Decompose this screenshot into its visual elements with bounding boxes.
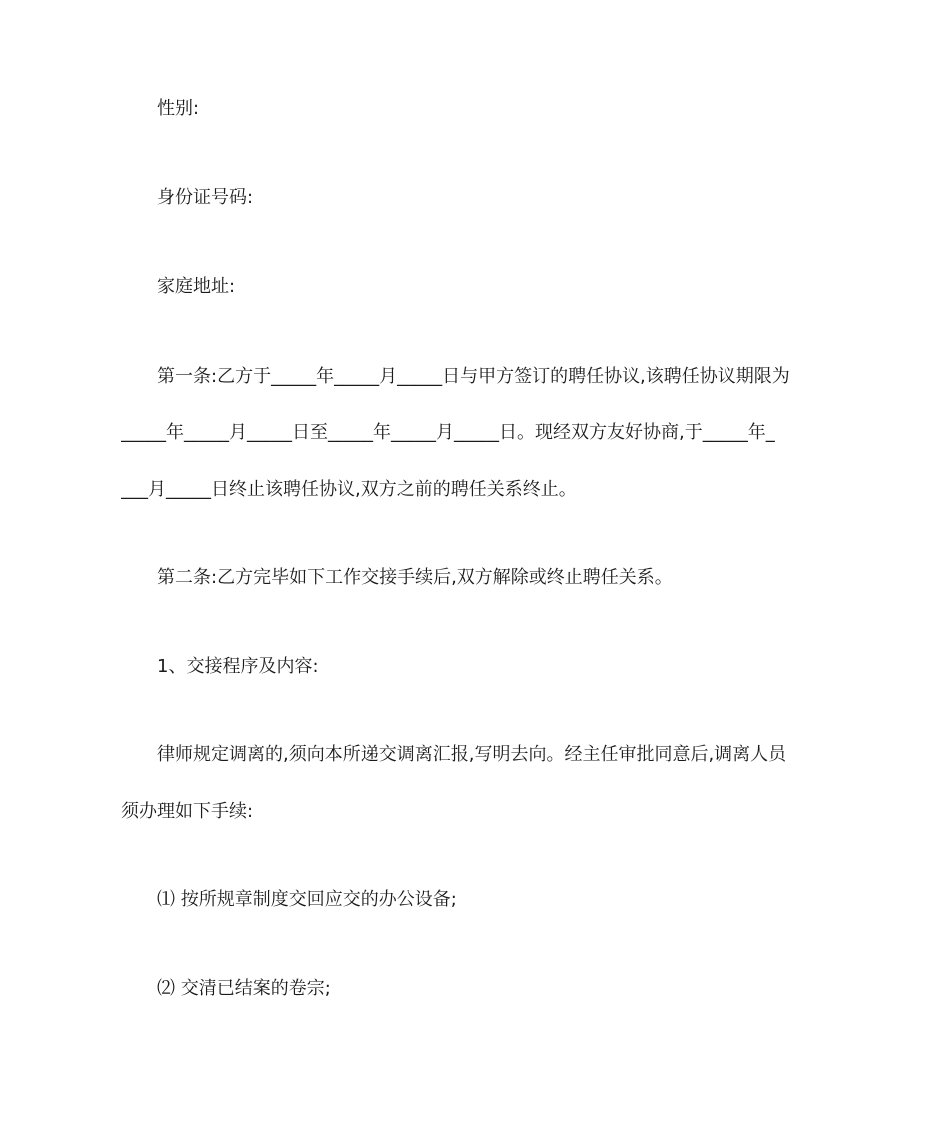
- section-handover-title: 1、交接程序及内容:: [157, 656, 319, 677]
- paragraph-transfer-line-1: 律师规定调离的,须向本所递交调离汇报,写明去向。经主任审批同意后,调离人员: [157, 744, 787, 765]
- article-one-line-3: ___月_____日终止该聘任协议,双方之前的聘任关系终止。: [121, 479, 577, 500]
- article-one-line-1: 第一条:乙方于_____年_____月_____日与甲方签订的聘任协议,该聘任协议期限为: [157, 366, 790, 387]
- field-home-address: 家庭地址:: [157, 276, 236, 297]
- paragraph-transfer-line-2: 须办理如下手续:: [121, 801, 254, 822]
- list-item-2: ⑵ 交清已结案的卷宗;: [157, 978, 331, 999]
- field-id-number: 身份证号码:: [157, 187, 254, 208]
- article-one-line-2: _____年_____月_____日至_____年_____月_____日。现经双方友好协商,于_____年_: [121, 422, 775, 443]
- list-item-1: ⑴ 按所规章制度交回应交的办公设备;: [157, 889, 457, 910]
- article-two: 第二条:乙方完毕如下工作交接手续后,双方解除或终止聘任关系。: [157, 567, 673, 588]
- field-gender: 性别:: [157, 98, 200, 119]
